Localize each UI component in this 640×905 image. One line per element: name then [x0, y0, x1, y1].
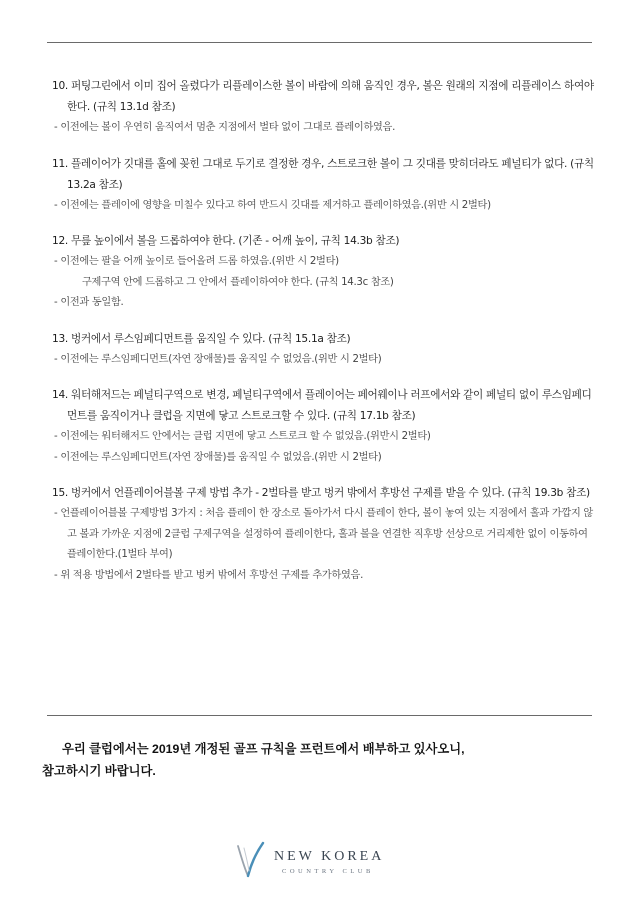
- rule-item-10: [52, 76, 597, 139]
- rule-note: - 이전에는 팔을 어깨 높이로 들어올려 드롭 하였음.(위반 시 2벌타): [54, 256, 339, 267]
- rule-title: 11. 플레이어가 깃대를 홀에 꽂힌 그대로 두기로 결정한 경우, 스트로크한 볼이 그 깃대를 맞히더라도 페널티가 없다. (규칙 13.2a 참조): [52, 157, 594, 191]
- rule-note: - 이전에는 볼이 우연히 움직여서 멈춘 지점에서 벌타 없이 그대로 플레이하였음.: [54, 122, 396, 133]
- rule-note: - 이전과 동일함.: [54, 297, 124, 308]
- logo-subtitle: COUNTRY CLUB: [282, 868, 374, 875]
- rule-note: - 이전에는 루스임페디먼트(자연 장애물)를 움직일 수 없었음.(위반 시 2벌타): [54, 353, 382, 365]
- logo-mark-icon: [232, 840, 266, 878]
- rule-title: 10. 퍼팅그린에서 이미 집어 올렸다가 리플레이스한 볼이 바람에 의해 움직인 경우, 볼은 원래의 지점에 리플레이스 하여야 한다. (규칙 13.1d 참조): [52, 80, 594, 113]
- bottom-divider: [47, 715, 592, 716]
- rule-item-13: [52, 329, 597, 371]
- closing-line-1: 우리 클럽에서는 2019년 개정된 골프 규칙을 프런트에서 배부하고 있사오니,: [62, 742, 465, 756]
- rule-item-14: [52, 385, 597, 468]
- rule-title: 15. 벙커에서 언플레이어블볼 구제 방법 추가 - 2벌타를 받고 벙커 밖에서 후방선 구제를 받을 수 있다. (규칙 19.3b 참조): [52, 487, 590, 499]
- rules-list: [52, 76, 597, 601]
- rule-item-15: [52, 483, 597, 586]
- logo-accent-stroke: [248, 843, 263, 876]
- rule-title: 13. 벙커에서 루스임페디먼트를 움직일 수 있다. (규칙 15.1a 참조): [52, 332, 351, 345]
- rule-title: 12. 무릎 높이에서 볼을 드롭하여야 한다. (기존 - 어깨 높이, 규칙 14.3b 참조): [52, 235, 400, 247]
- rule-note: - 이전에는 루스임페디먼트(자연 장애물)를 움직일 수 없었음.(위반 시 2벌타): [54, 451, 382, 463]
- top-divider: [47, 42, 592, 43]
- closing-line-2: 참고하시기 바랍니다.: [42, 764, 156, 778]
- rule-title: 14. 워터해저드는 페널티구역으로 변경, 페널티구역에서 플레이어는 페어웨이나 러프에서와 같이 페널티 없이 루스임페디먼트를 움직이거나 클럽을 지면에 닿고 스트로크할 수 있다. (규칙 17.1b 참조): [52, 389, 592, 422]
- rule-note: - 이전에는 플레이에 영향을 미칠수 있다고 하여 반드시 깃대를 제거하고 플레이하였음.(위반 시 2벌타): [54, 199, 491, 211]
- rule-item-12: [52, 231, 597, 314]
- rule-note: - 언플레이어블볼 구제방법 3가지 : 처음 플레이 한 장소로 돌아가서 다시 플레이 한다, 볼이 놓여 있는 지점에서 홀과 가깝지 않고 볼과 가까운 지점에 2클럽 구제구역을 설정하여 플레이한다, 홀과 볼을 연결한 직후방 선상으로 거리제한 없이 이동하여 플레이한다.(1벌타 부여): [54, 508, 593, 560]
- rule-note: - 이전에는 워터해저드 안에서는 클럽 지면에 닿고 스트로크 할 수 없었음.(위반시 2벌타): [54, 431, 431, 442]
- rule-note: - 위 적용 방법에서 2벌타를 받고 벙커 밖에서 후방선 구제를 추가하였음.: [54, 569, 364, 581]
- club-logo: [232, 840, 412, 880]
- closing-notice: [42, 738, 602, 782]
- rule-note-continuation: 구제구역 안에 드롭하고 그 안에서 플레이하여야 한다. (규칙 14.3c 참조): [82, 276, 394, 288]
- logo-name: NEW KOREA: [274, 849, 385, 864]
- rule-item-11: [52, 154, 597, 217]
